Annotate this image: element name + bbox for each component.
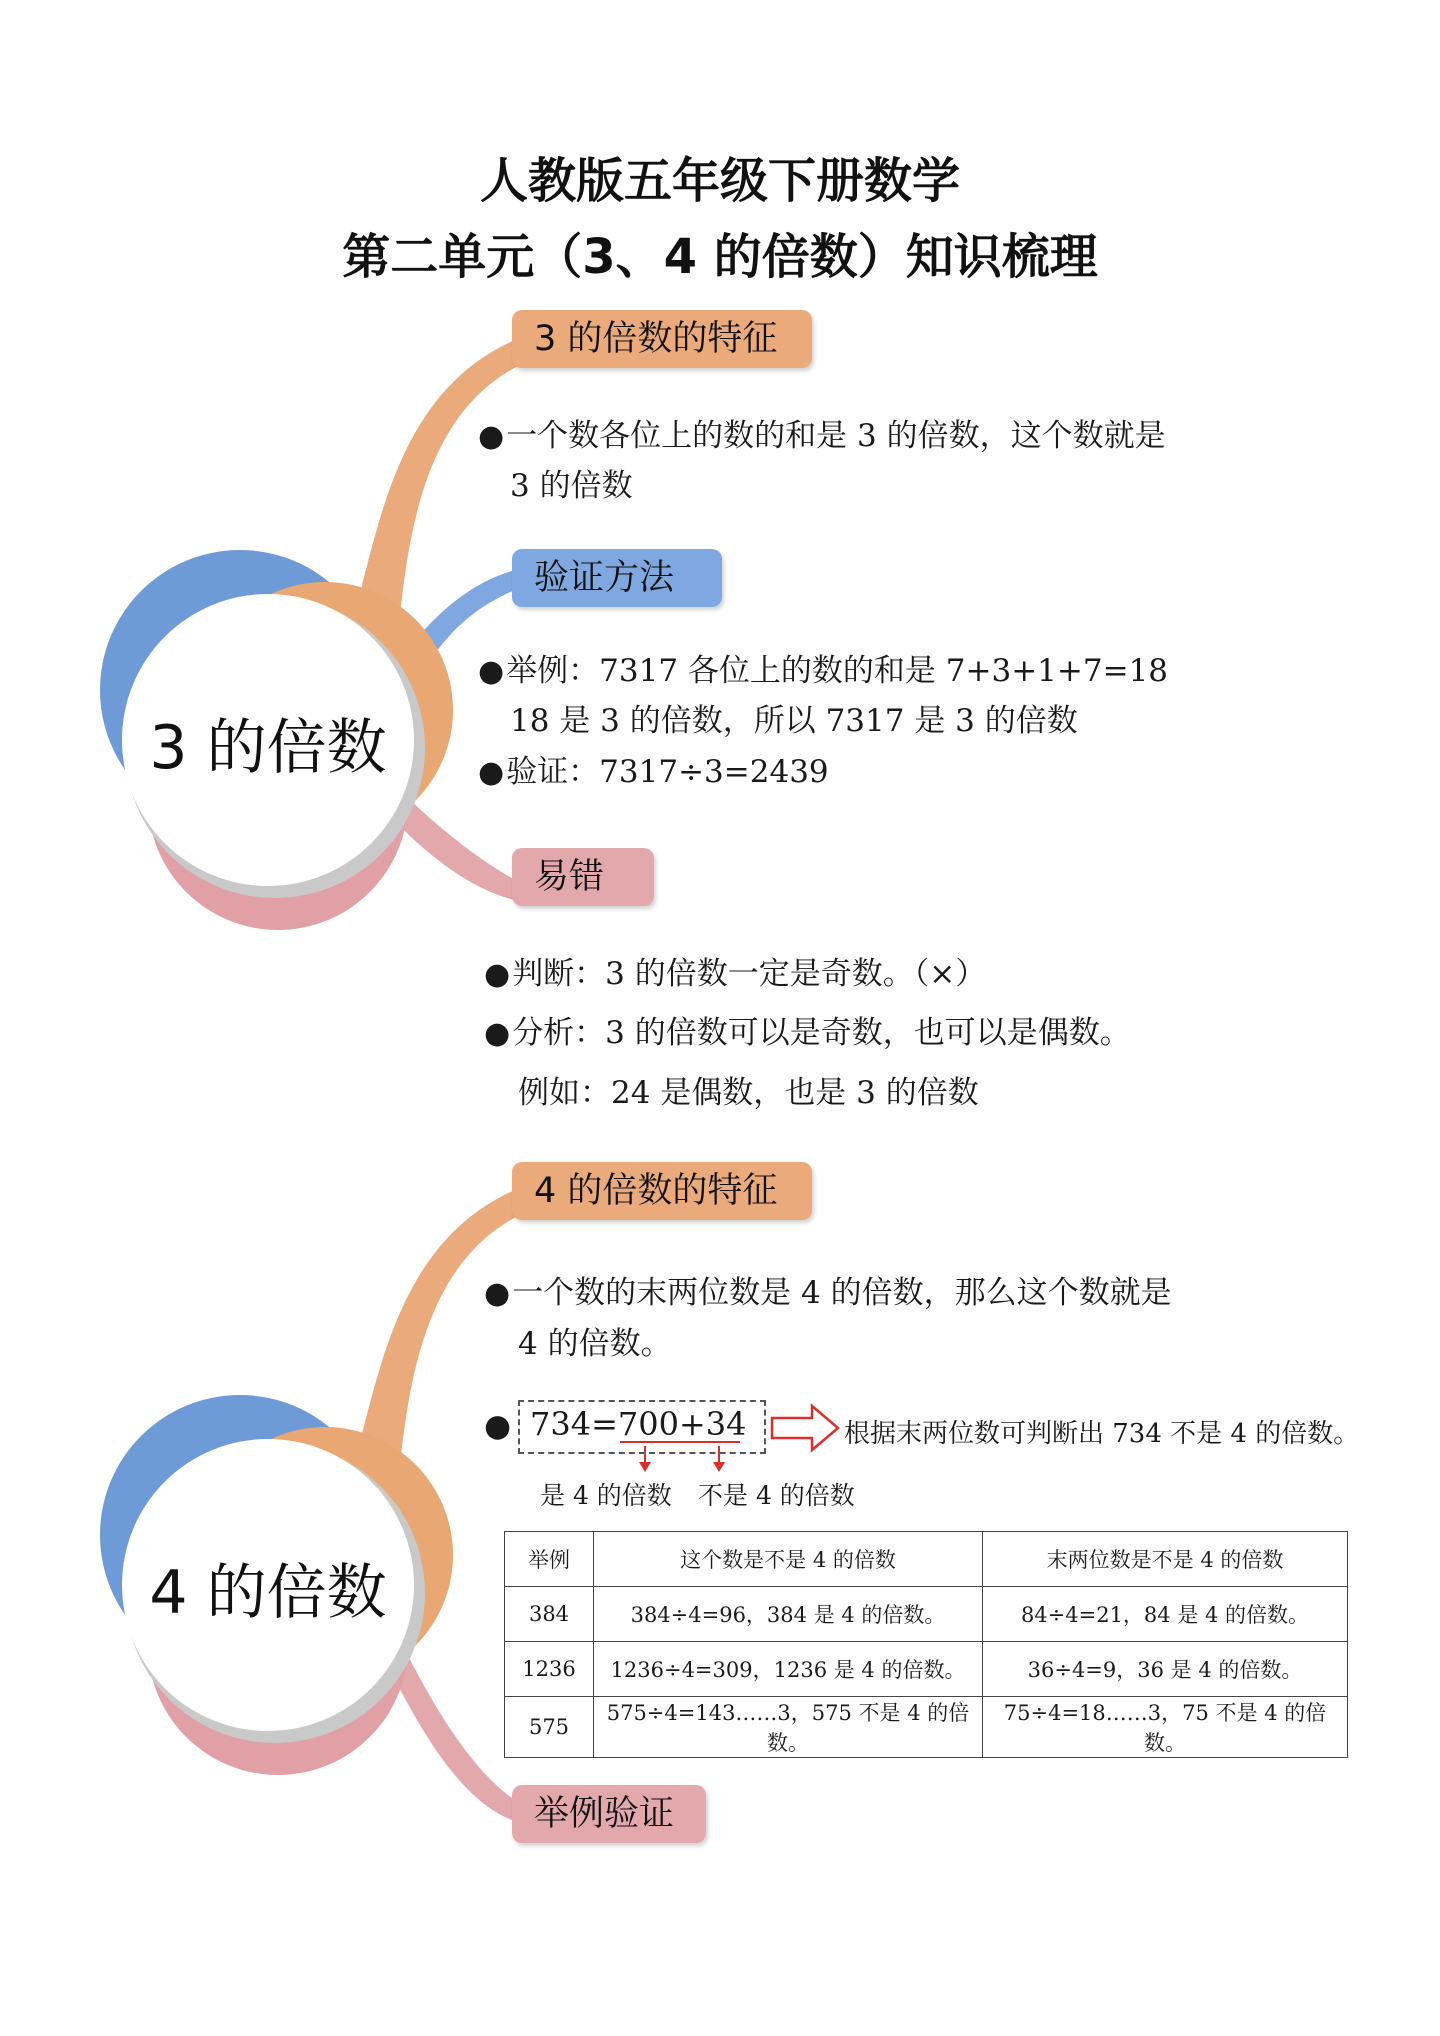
center-label-multiples-of-4: 4 的倍数 bbox=[149, 1558, 387, 1628]
bullet-icon: ● bbox=[484, 1276, 511, 1311]
equation bbox=[530, 1405, 747, 1443]
example-3-text1: 举例：7317 各位上的数的和是 7+3+1+7=18 bbox=[506, 653, 1169, 689]
equation-conclusion: 根据末两位数可判断出 734 不是 4 的倍数。 bbox=[844, 1419, 1360, 1449]
analysis-line bbox=[484, 1007, 1131, 1052]
table-header-cell: 举例 bbox=[505, 1532, 594, 1587]
bullet-icon: ● bbox=[478, 419, 505, 454]
example-3-line1 bbox=[478, 645, 1168, 690]
feature-4-text1: 一个数的末两位数是 4 的倍数，那么这个数就是 bbox=[512, 1275, 1172, 1311]
equation-plus: + bbox=[678, 1405, 706, 1443]
table-cell: 384÷4=96，384 是 4 的倍数。 bbox=[594, 1587, 983, 1642]
page-title: 人教版五年级下册数学 bbox=[479, 153, 960, 209]
bullet-icon: ● bbox=[484, 1016, 511, 1051]
verify-3-line bbox=[478, 746, 829, 791]
table-header-row bbox=[505, 1532, 1348, 1587]
bullet-icon: ● bbox=[478, 755, 505, 790]
equation-part-a: 700 bbox=[617, 1405, 679, 1443]
table-row bbox=[505, 1697, 1348, 1758]
table-cell: 36÷4=9，36 是 4 的倍数。 bbox=[983, 1642, 1348, 1697]
feature-3-line1 bbox=[478, 410, 1166, 455]
equation-part-b: 34 bbox=[705, 1405, 747, 1443]
feature-4-line1 bbox=[484, 1267, 1172, 1312]
verify-3-text: 验证：7317÷3=2439 bbox=[506, 754, 829, 790]
table-row bbox=[505, 1642, 1348, 1697]
table-cell: 384 bbox=[505, 1587, 594, 1642]
bullet-icon: ● bbox=[484, 957, 511, 992]
judge-line bbox=[484, 948, 986, 993]
table-row bbox=[505, 1587, 1348, 1642]
table-header-cell: 末两位数是不是 4 的倍数 bbox=[983, 1532, 1348, 1587]
table-cell: 75÷4=18……3，75 不是 4 的倍数。 bbox=[983, 1697, 1348, 1758]
analysis-text: 分析：3 的倍数可以是奇数，也可以是偶数。 bbox=[512, 1015, 1131, 1051]
table-header-cell: 这个数是不是 4 的倍数 bbox=[594, 1532, 983, 1587]
verify-heading: 验证方法 bbox=[512, 549, 722, 607]
analysis-example: 例如：24 是偶数，也是 3 的倍数 bbox=[518, 1075, 979, 1111]
branch-orange-1 bbox=[355, 340, 520, 615]
example-3-line2: 18 是 3 的倍数，所以 7317 是 3 的倍数 bbox=[510, 703, 1078, 739]
arrow-red-a-head bbox=[639, 1462, 651, 1472]
mistake-heading: 易错 bbox=[512, 848, 654, 906]
table-cell: 84÷4=21，84 是 4 的倍数。 bbox=[983, 1587, 1348, 1642]
table-cell: 575÷4=143……3，575 不是 4 的倍数。 bbox=[594, 1697, 983, 1758]
equation-left: 734 bbox=[530, 1405, 592, 1443]
hollow-arrow bbox=[772, 1406, 838, 1450]
page-subtitle: 第二单元（3、4 的倍数）知识梳理 bbox=[342, 229, 1098, 285]
feature-3-text1: 一个数各位上的数的和是 3 的倍数，这个数就是 bbox=[506, 418, 1166, 454]
feature-3-heading: 3 的倍数的特征 bbox=[512, 310, 812, 368]
feature-4-heading: 4 的倍数的特征 bbox=[512, 1162, 812, 1220]
example-verify-heading: 举例验证 bbox=[512, 1785, 706, 1843]
feature-3-line2: 3 的倍数 bbox=[510, 468, 633, 504]
equation-eq: = bbox=[591, 1405, 618, 1443]
bullet-icon: ● bbox=[478, 654, 505, 689]
center-label-multiples-of-3: 3 的倍数 bbox=[149, 713, 387, 783]
label-part-a: 是 4 的倍数 bbox=[540, 1481, 672, 1510]
example-table bbox=[504, 1531, 1348, 1758]
label-part-b: 不是 4 的倍数 bbox=[698, 1481, 855, 1510]
equation-bullet: ● bbox=[484, 1408, 512, 1444]
judge-text: 判断：3 的倍数一定是奇数。（×） bbox=[512, 956, 987, 992]
table-cell: 1236 bbox=[505, 1642, 594, 1697]
feature-4-line2: 4 的倍数。 bbox=[518, 1326, 672, 1362]
table-cell: 1236÷4=309，1236 是 4 的倍数。 bbox=[594, 1642, 983, 1697]
arrow-red-b-head bbox=[713, 1462, 725, 1472]
table-cell: 575 bbox=[505, 1697, 594, 1758]
